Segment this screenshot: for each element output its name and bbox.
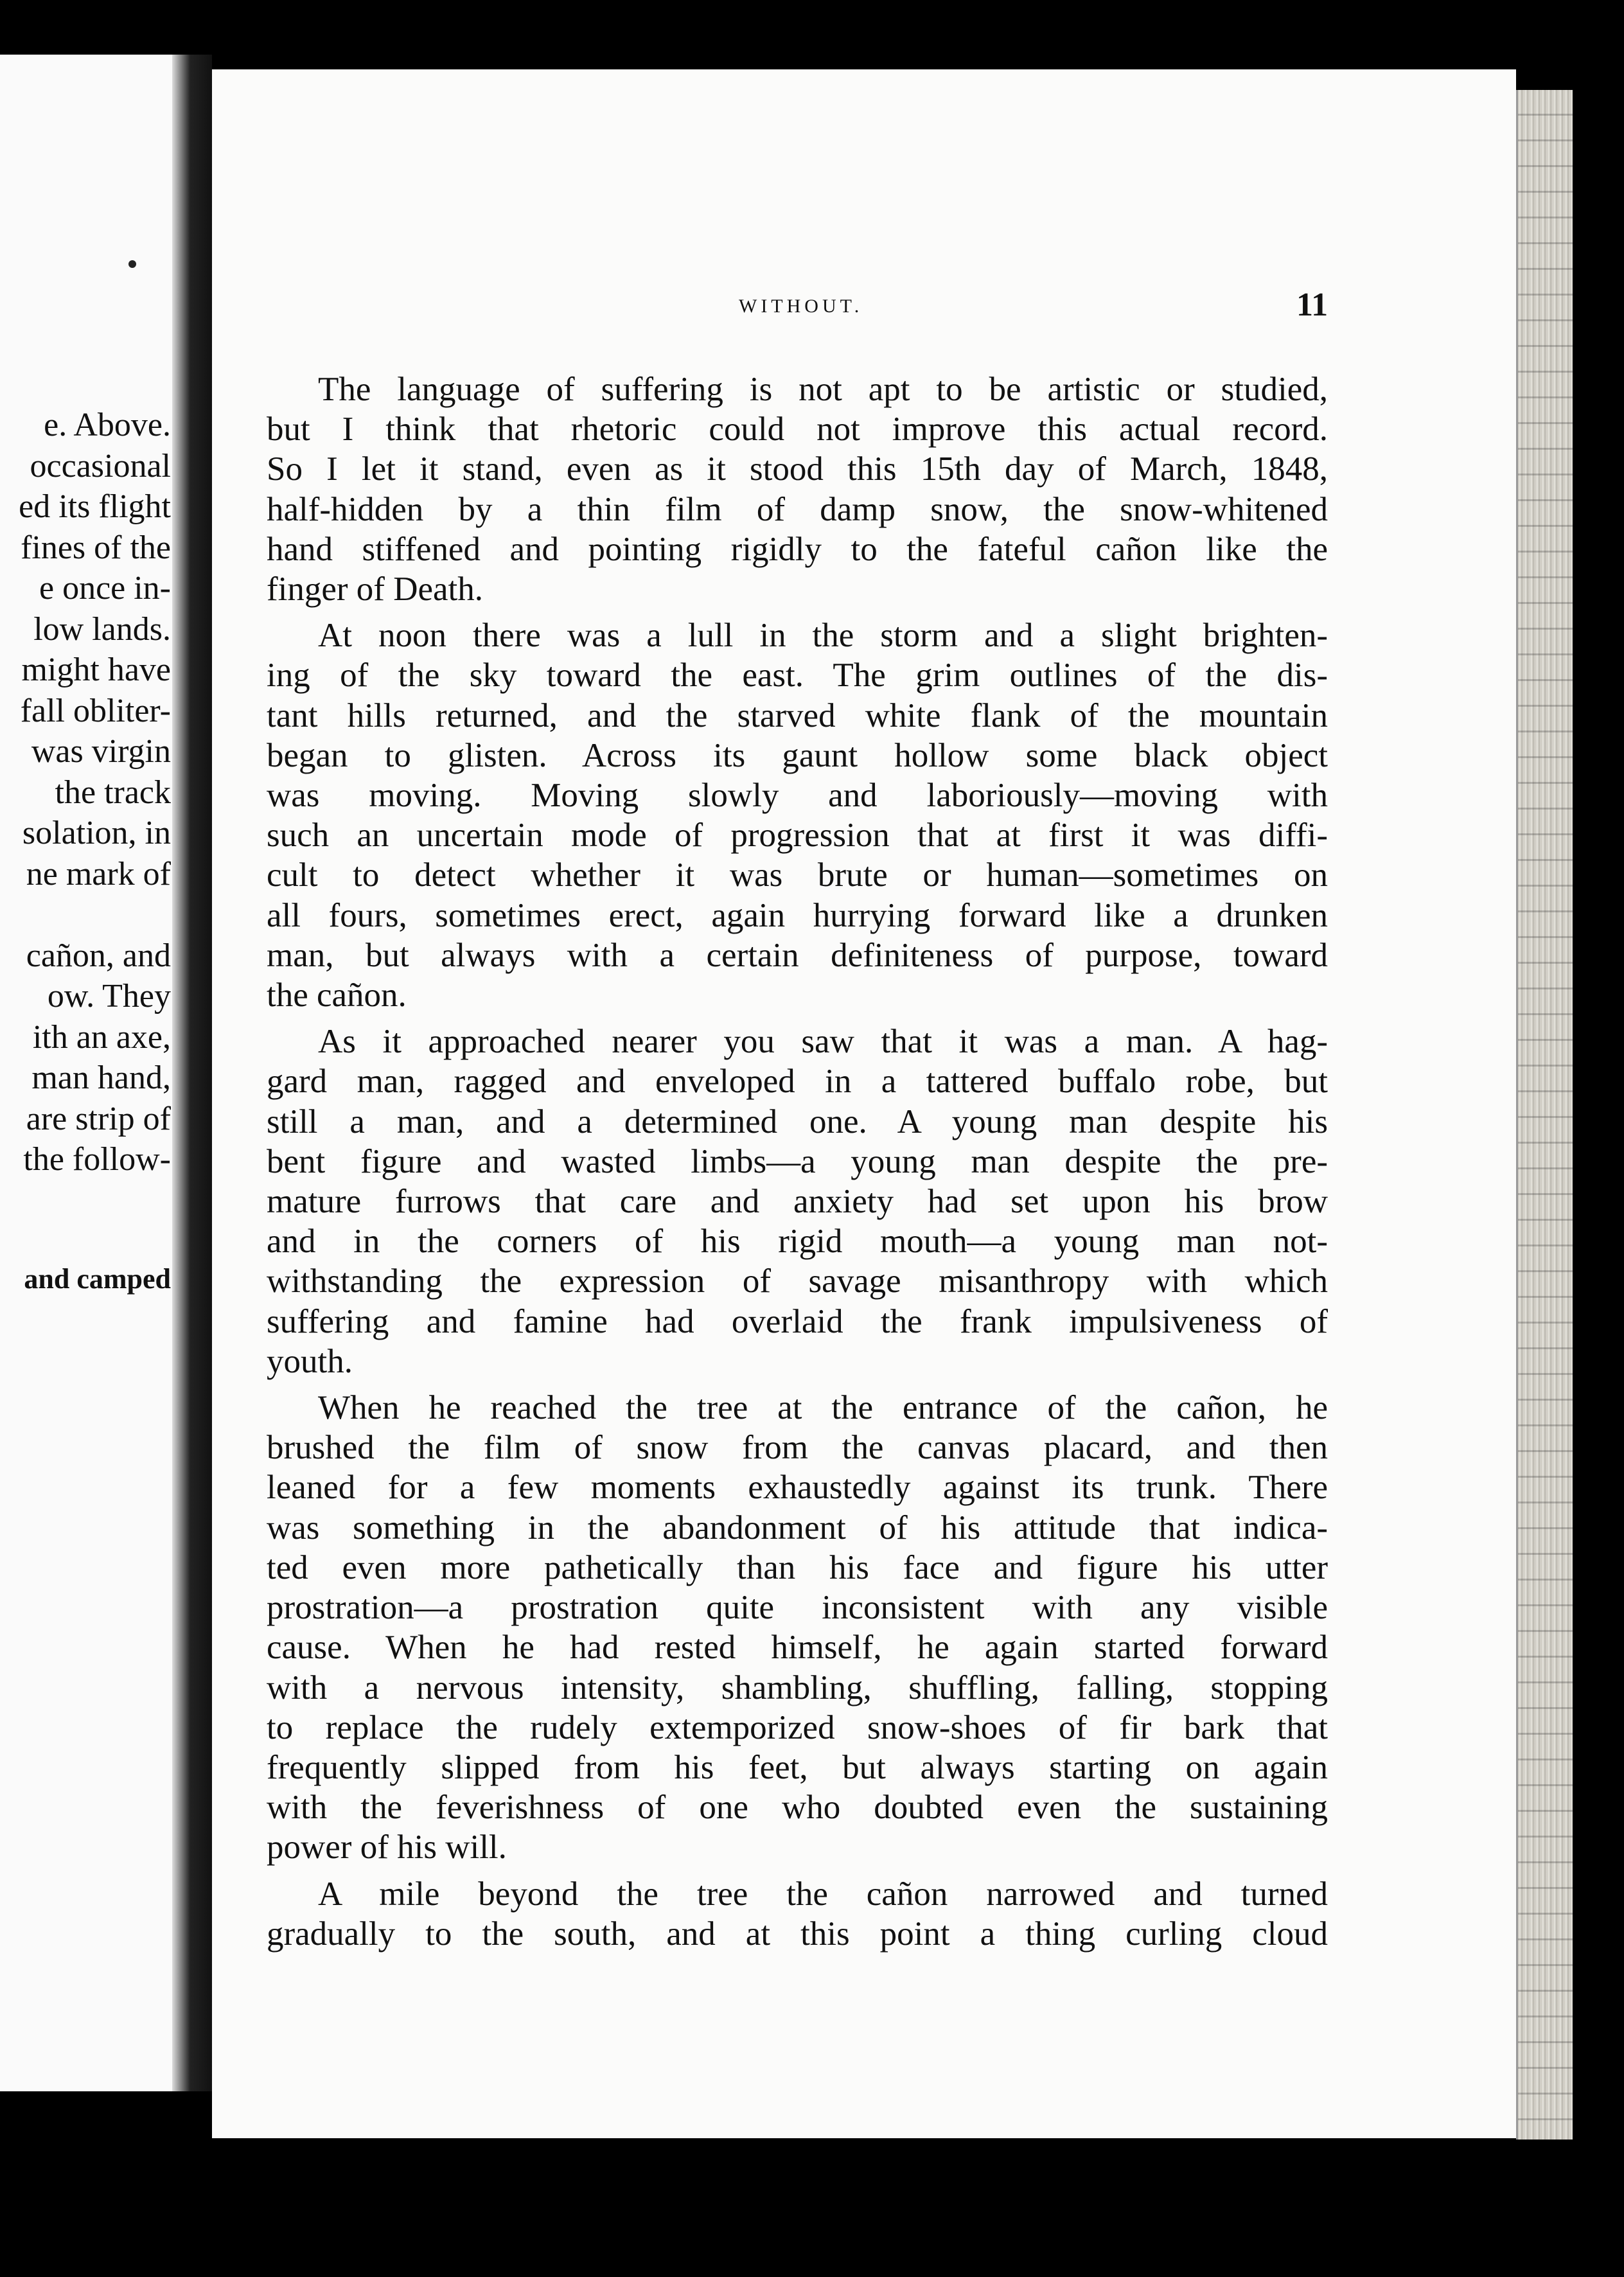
facing-page-line: fines of the — [21, 529, 171, 566]
ink-speck — [128, 260, 136, 268]
text-line: At noon there was a lull in the storm and a slight brighten- — [318, 617, 1328, 655]
text-line: still a man, and a determined one. A young man despite his — [267, 1103, 1328, 1140]
facing-page-line: are strip of — [26, 1100, 171, 1137]
facing-page-line: was virgin — [31, 733, 171, 770]
text-line: bent figure and wasted limbs—a young man despite the pre- — [267, 1142, 1328, 1180]
facing-page-line — [19, 894, 171, 935]
text-line: hand stiffened and pointing rigidly to the fateful cañon like the — [267, 530, 1328, 568]
text-line: gard man, ragged and enveloped in a tattered buffalo robe, but — [267, 1063, 1328, 1101]
paragraph — [267, 369, 1328, 609]
text-line: and in the corners of his rigid mouth—a young man not- — [267, 1223, 1328, 1261]
facing-page-line: fall obliter- — [20, 692, 171, 729]
text-line: such an uncertain mode of progression that at first it was diffi- — [267, 817, 1328, 855]
text-line: but I think that rhetoric could not improve this actual record. — [267, 411, 1328, 448]
facing-page-line: the follow- — [23, 1141, 171, 1178]
text-line: As it approached nearer you saw that it was a man. A hag- — [318, 1023, 1328, 1061]
facing-page-line: ne mark of — [26, 855, 171, 892]
text-line: So I let it stand, even as it stood this 15th day of March, 1848, — [267, 450, 1328, 488]
paragraph — [267, 1022, 1328, 1381]
text-line: The language of suffering is not apt to be artistic or studied, — [318, 371, 1328, 408]
page-body — [267, 369, 1328, 1960]
facing-page-line: solation, in — [22, 815, 171, 851]
facing-page-line: ith an axe, — [32, 1018, 171, 1056]
text-line: to replace the rudely extemporized snow-shoes of fir bark that — [267, 1708, 1328, 1746]
text-line: A mile beyond the tree the cañon narrowed and turned — [318, 1875, 1328, 1913]
facing-page-line: e once in- — [39, 570, 171, 607]
facing-page-line: ed its flight — [19, 488, 171, 525]
text-line: mature furrows that care and anxiety had set upon his brow — [267, 1183, 1328, 1221]
text-line: all fours, sometimes erect, again hurrying forward like a drunken — [267, 896, 1328, 934]
facing-page — [0, 55, 212, 2091]
text-line: tant hills returned, and the starved white flank of the mountain — [267, 696, 1328, 734]
facing-page-line: occasional — [30, 447, 171, 484]
facing-page-text — [19, 405, 171, 1180]
running-head: WITHOUT. — [739, 296, 863, 317]
text-line: was something in the abandonment of his attitude that indica- — [267, 1509, 1328, 1546]
text-line: with the feverishness of one who doubted even the sustaining — [267, 1789, 1328, 1827]
paragraph — [267, 1388, 1328, 1867]
facing-page-line: cañon, and — [26, 937, 171, 974]
text-line: leaned for a few moments exhaustedly against its trunk. There — [267, 1469, 1328, 1507]
text-line: ing of the sky toward the east. The grim outlines of the dis- — [267, 657, 1328, 695]
text-line: finger of Death. — [267, 571, 483, 608]
text-line: the cañon. — [267, 977, 407, 1014]
facing-page-line: the track — [55, 774, 171, 811]
text-line: cause. When he had rested himself, he again started forward — [267, 1629, 1328, 1667]
text-line: When he reached the tree at the entrance of the cañon, he — [318, 1389, 1328, 1427]
text-line: began to glisten. Across its gaunt hollow some black object — [267, 736, 1328, 774]
facing-page-line: low lands. — [33, 610, 171, 648]
text-line: cult to detect whether it was brute or human—sometimes on — [267, 856, 1328, 894]
facing-page-line: ow. They — [47, 978, 171, 1014]
book-gutter — [172, 55, 212, 2091]
text-line: prostration—a prostration quite inconsistent with any visible — [267, 1589, 1328, 1627]
text-line: half-hidden by a thin film of damp snow, the snow-whitened — [267, 490, 1328, 528]
text-line: man, but always with a certain definiteness of purpose, toward — [267, 936, 1328, 974]
text-line: with a nervous intensity, shambling, shuffling, falling, stopping — [267, 1669, 1328, 1706]
text-line: withstanding the expression of savage misanthropy with which — [267, 1263, 1328, 1300]
facing-page-bottom-text: and camped — [24, 1263, 171, 1295]
text-line: frequently slipped from his feet, but always starting on again — [267, 1748, 1328, 1786]
page-edges — [1516, 90, 1573, 2140]
text-line: gradually to the south, and at this point a thing curling cloud — [267, 1915, 1328, 1953]
text-line: power of his will. — [267, 1829, 507, 1866]
text-line: was moving. Moving slowly and laboriously—moving with — [267, 777, 1328, 815]
page-number: 11 — [1296, 287, 1328, 323]
paragraph — [267, 1874, 1328, 1954]
text-line: youth. — [267, 1342, 353, 1380]
paragraph — [267, 616, 1328, 1015]
facing-page-line: man hand, — [31, 1059, 171, 1096]
text-line: ted even more pathetically than his face and figure his utter — [267, 1548, 1328, 1586]
facing-page-line: e. Above. — [44, 407, 171, 443]
text-line: suffering and famine had overlaid the frank impulsiveness of — [267, 1302, 1328, 1340]
text-line: brushed the film of snow from the canvas placard, and then — [267, 1429, 1328, 1467]
facing-page-line: might have — [21, 651, 171, 688]
